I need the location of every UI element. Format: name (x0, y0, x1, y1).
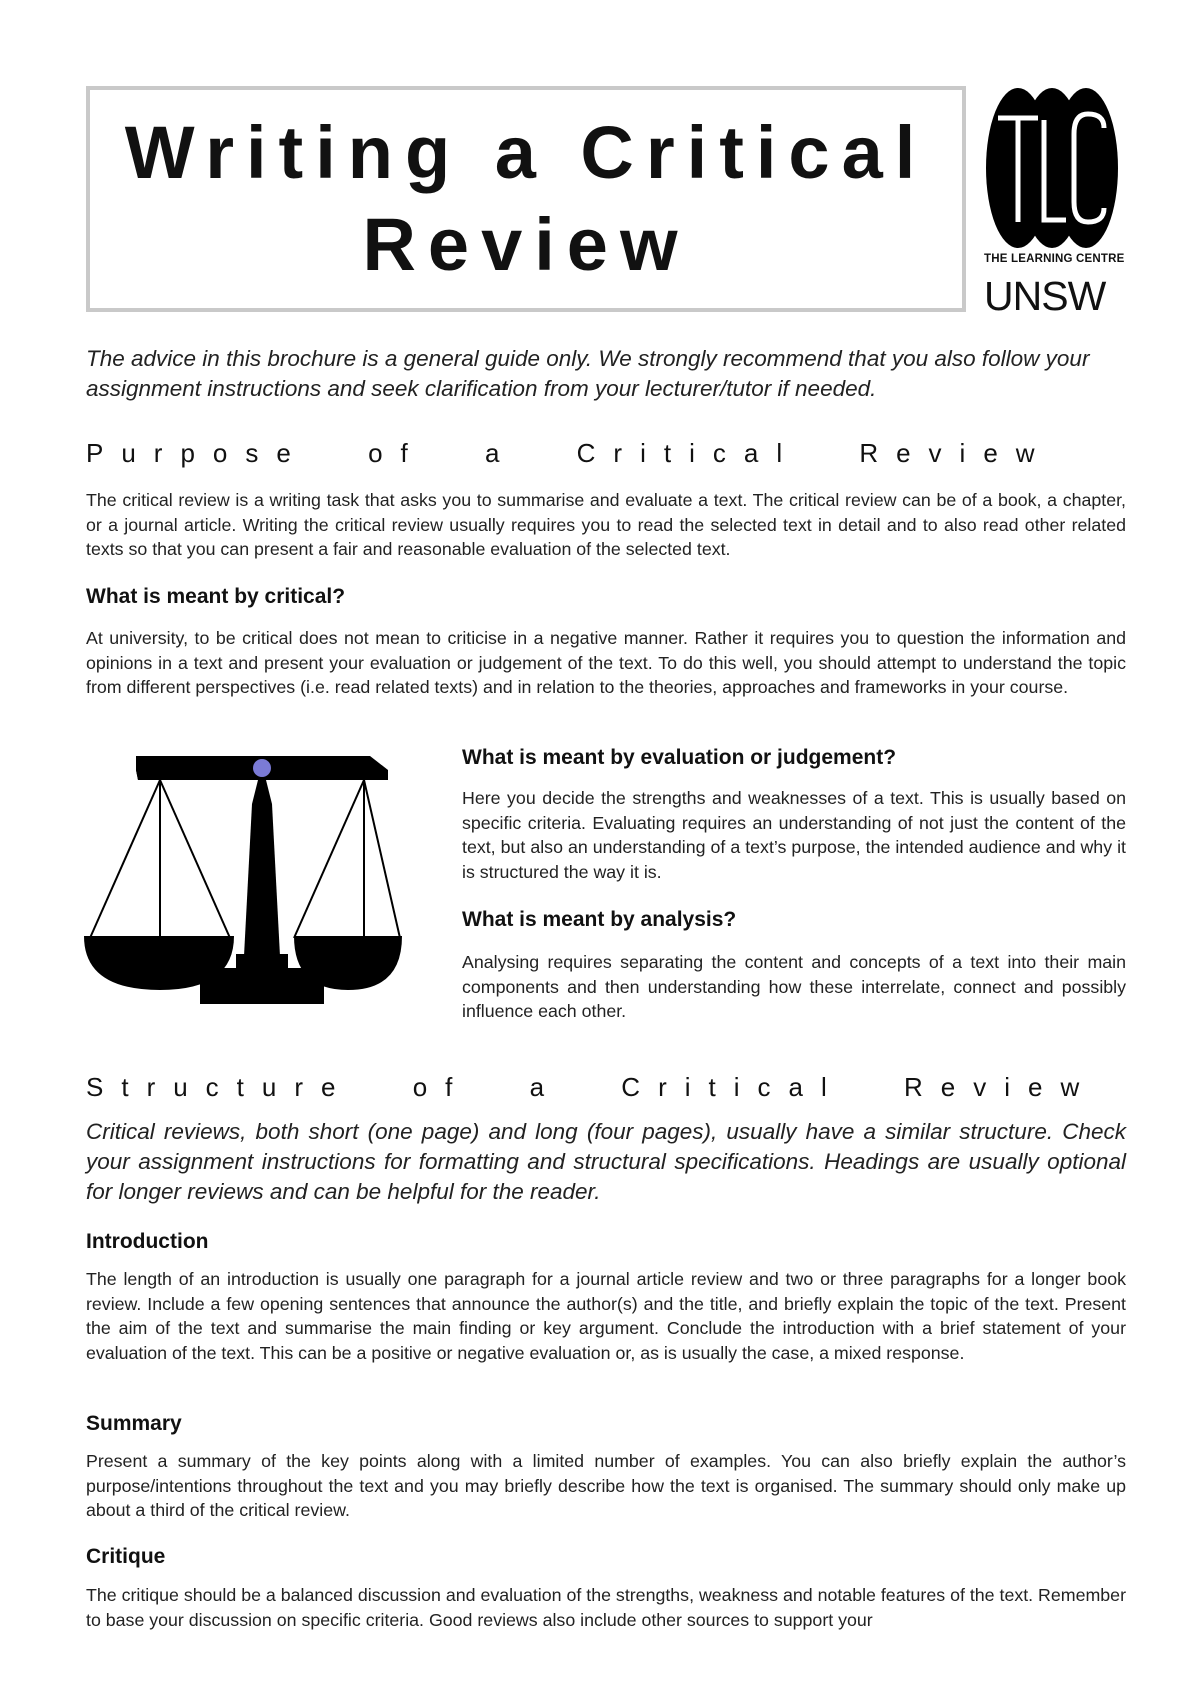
subheading-critical: What is meant by critical? (86, 585, 346, 608)
disclaimer: The advice in this brochure is a general guide only. We strongly recommend that you also follow your assignment instructions and seek clarification from your lecturer/tutor if needed. (86, 346, 1090, 401)
subheading-summary: Summary (86, 1412, 182, 1435)
balance-scales-icon (84, 746, 402, 1012)
structure-intro: Critical reviews, both short (one page) and long (four pages), usually have a similar structure. Check your assignment instructions for formatting and structural specifications. Headings are usually optional for longer reviews and can be helpful for the reader. (86, 1119, 1126, 1204)
subheading-critique: Critique (86, 1545, 166, 1568)
subheading-introduction: Introduction (86, 1230, 209, 1253)
analysis-paragraph: Analysing requires separating the content and concepts of a text into their main components and then understanding how these interrelate, connect and possibly influence each other. (462, 952, 1126, 1022)
section-heading-structure: Structure of a Critical Review (86, 1072, 1098, 1102)
title-box (86, 86, 966, 312)
critique-paragraph: The critique should be a balanced discussion and evaluation of the strengths, weakness and notable features of the text. Remember to base your discussion on specific criteria. Good reviews also include other sources to support your (86, 1585, 1126, 1630)
page-title-line-1: Writing a Critical (124, 111, 928, 194)
subheading-analysis: What is meant by analysis? (462, 908, 737, 931)
subheading-evaluation: What is meant by evaluation or judgement? (462, 746, 897, 769)
introduction-paragraph: The length of an introduction is usually one paragraph for a journal article review and two or three paragraphs for a longer book review. Include a few opening sentences that announce the author(s) and the title, and briefly explain the topic of the text. Present the aim of the text and summarise the main finding or key argument. Conclude the introduction with a brief statement of your evaluation of the text. This can be a positive or negative evaluation or, as is usually the case, a mixed response. (86, 1269, 1126, 1363)
evaluation-paragraph: Here you decide the strengths and weaknesses of a text. This is usually based on specific criteria. Evaluating requires an understanding of not just the content of the text, but also an understanding of a text’s purpose, the intended audience and why it is structured the way it is. (462, 788, 1126, 882)
purpose-paragraph: The critical review is a writing task that asks you to summarise and evaluate a text. The critical review can be of a book, a chapter, or a journal article. Writing the critical review usually requires you to read the selected text in detail and to also read other related texts so that you can present a fair and reasonable evaluation of the selected text. (86, 490, 1126, 560)
logo-institution: UNSW (984, 273, 1106, 319)
section-heading-purpose: Purpose of a Critical Review (86, 438, 1053, 468)
logo-subtitle: THE LEARNING CENTRE (984, 253, 1125, 265)
critical-paragraph: At university, to be critical does not mean to criticise in a negative manner. Rather it requires you to question the information and opinions in a text and present your evaluation or judgement of the text. To do this well, you should attempt to understand the topic from different perspectives (i.e. read related texts) and in relation to the theories, approaches and frameworks in your course. (86, 628, 1126, 698)
page-title-line-2: Review (362, 203, 690, 286)
summary-paragraph: Present a summary of the key points along with a limited number of examples. You can also briefly explain the author’s purpose/intentions throughout the text and you may briefly describe how the text is organised. The summary should only make up about a third of the critical review. (86, 1451, 1126, 1521)
